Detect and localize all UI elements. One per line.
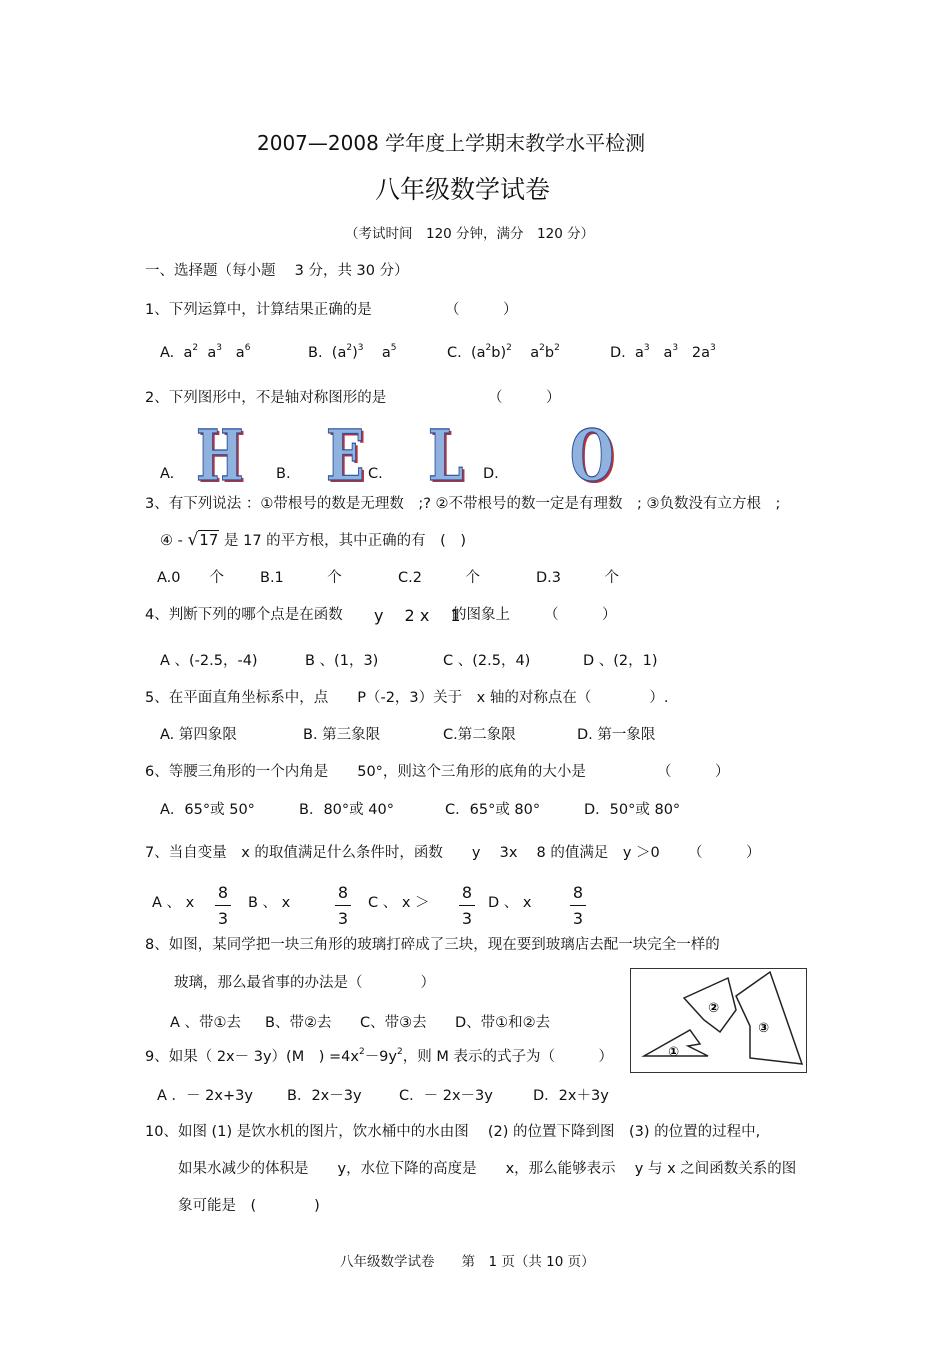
q8-option-b: B、带②去	[265, 1015, 332, 1031]
q10-line2: 如果水减少的体积是 y，水位下降的高度是 x，那么能够表示 y 与 x 之间函数关系的图	[178, 1161, 797, 1177]
sqrt-symbol: √17	[187, 530, 219, 550]
q8-option-d: D、带①和②去	[455, 1015, 551, 1031]
q7-stem: 7、当自变量 x 的取值满足什么条件时，函数 y 3x 8 的值满足 y ＞0	[145, 845, 660, 861]
q2-label-d: D.	[483, 466, 499, 482]
q1-paren: （ ）	[445, 302, 518, 318]
letter-l-figure: L	[428, 414, 464, 497]
q3-line1: 3、有下列说法 ：①带根号的数是无理数 ;? ②不带根号的数一定是有理数 ; ③负数没有立方根 ;	[145, 496, 781, 512]
exam-info: （考试时间 120 分钟，满分 120 分）	[345, 226, 595, 242]
page-footer: 八年级数学试卷 第 1 页（共 10 页）	[340, 1254, 595, 1270]
q8-option-c: C、带③去	[360, 1015, 427, 1031]
q7-option-a: A 、 x	[152, 895, 195, 911]
exam-title: 2007—2008 学年度上学期末教学水平检测	[257, 131, 646, 155]
q5-option-c: C.第二象限	[443, 727, 516, 743]
glass-label-2: ②	[708, 1001, 720, 1016]
q9-option-c: C．－ 2x－3y	[399, 1088, 493, 1104]
q3-line2: ④ - √17 是 17 的平方根，其中正确的有 ( )	[160, 530, 466, 550]
q6-option-d: D．50°或 80°	[584, 802, 681, 818]
q4-option-b: B 、(1，3)	[305, 653, 379, 669]
q6-stem: 6、等腰三角形的一个内角是 50°，则这个三角形的底角的大小是	[145, 764, 586, 780]
q7-fraction-c: 8 3	[459, 883, 475, 928]
letter-e-figure: E	[326, 414, 365, 497]
q7-option-c: C 、 x ＞	[368, 895, 430, 911]
q4-option-d: D 、(2，1)	[583, 653, 658, 669]
letter-h-figure: H	[196, 414, 244, 497]
q5-option-a: A. 第四象限	[160, 727, 237, 743]
q3-option-d: D.3 个	[536, 570, 619, 586]
q4-function: y 2 x 1	[374, 606, 461, 625]
q1-option-c: C. $(a^2b)^2$ $a^2b^2$	[447, 343, 560, 361]
q9-option-b: B．2x－3y	[287, 1088, 362, 1104]
q7-paren: （ ）	[688, 845, 761, 861]
q4-option-c: C 、(2.5，4)	[443, 653, 531, 669]
glass-label-1: ①	[668, 1045, 680, 1060]
q2-label-c: C.	[368, 466, 383, 482]
q7-fraction-b: 8 3	[335, 883, 351, 928]
q2-label-b: B.	[276, 466, 291, 482]
q10-line1: 10、如图 (1) 是饮水机的图片，饮水桶中的水由图 (2) 的位置下降到图 (3) 的位置的过程中,	[145, 1124, 761, 1140]
q9-stem: 9、如果（ 2x－ 3y）(M ) $=4x^2-9y^2$，则 M 表示的式子为（ ）	[145, 1047, 613, 1065]
q4-option-a: A 、(-2.5，-4)	[160, 653, 258, 669]
q2-stem: 2、下列图形中，不是轴对称图形的是	[145, 390, 387, 406]
q1-option-b: B. $(a^2)^3$ $a^5$	[308, 343, 397, 361]
q7-fraction-d: 8 3	[570, 883, 586, 928]
section-heading: 一、选择题（每小题 3 分，共 30 分）	[145, 263, 409, 279]
q1-option-a: A. $a^2$ $a^3$ $a^6$	[160, 343, 251, 361]
q1-option-d: D. $a^3$ $a^3$ $2a^3$	[610, 343, 716, 361]
q2-paren: （ ）	[488, 390, 561, 406]
q7-fraction-a: 8 3	[215, 883, 231, 928]
q7-option-b: B 、 x	[248, 895, 291, 911]
q6-option-b: B．80°或 40°	[299, 802, 394, 818]
letter-o-figure: O	[570, 414, 614, 497]
q4-stem-end: 的图象上	[452, 607, 510, 623]
q10-line3: 象可能是 ( )	[178, 1198, 320, 1214]
q1-stem: 1、下列运算中，计算结果正确的是	[145, 302, 372, 318]
glass-label-3: ③	[758, 1021, 770, 1036]
q3-option-b: B.1 个	[260, 570, 342, 586]
q4-paren: （ ）	[544, 607, 617, 623]
q7-option-d: D 、 x	[488, 895, 532, 911]
q8-line2: 玻璃，那么最省事的办法是（ ）	[174, 975, 435, 991]
q3-option-c: C.2 个	[398, 570, 480, 586]
q3-option-a: A.0 个	[157, 570, 224, 586]
q5-stem: 5、在平面直角坐标系中，点 P（-2，3）关于 x 轴的对称点在（ ）.	[145, 690, 669, 706]
q5-option-b: B. 第三象限	[303, 727, 381, 743]
q2-label-a: A.	[160, 466, 175, 482]
q6-option-c: C．65°或 80°	[445, 802, 541, 818]
q8-option-a: A 、带①去	[170, 1015, 242, 1031]
exam-subtitle: 八年级数学试卷	[375, 175, 551, 204]
q9-option-a: A ．－ 2x+3y	[157, 1088, 253, 1104]
q6-option-a: A．65°或 50°	[160, 802, 255, 818]
q4-stem: 4、判断下列的哪个点是在函数	[145, 607, 343, 623]
q9-option-d: D．2x＋3y	[533, 1088, 609, 1104]
q5-option-d: D. 第一象限	[577, 727, 656, 743]
q8-line1: 8、如图，某同学把一块三角形的玻璃打碎成了三块，现在要到玻璃店去配一块完全一样的	[145, 937, 720, 953]
broken-glass-figure	[630, 968, 808, 1074]
q6-paren: （ ）	[657, 764, 730, 780]
